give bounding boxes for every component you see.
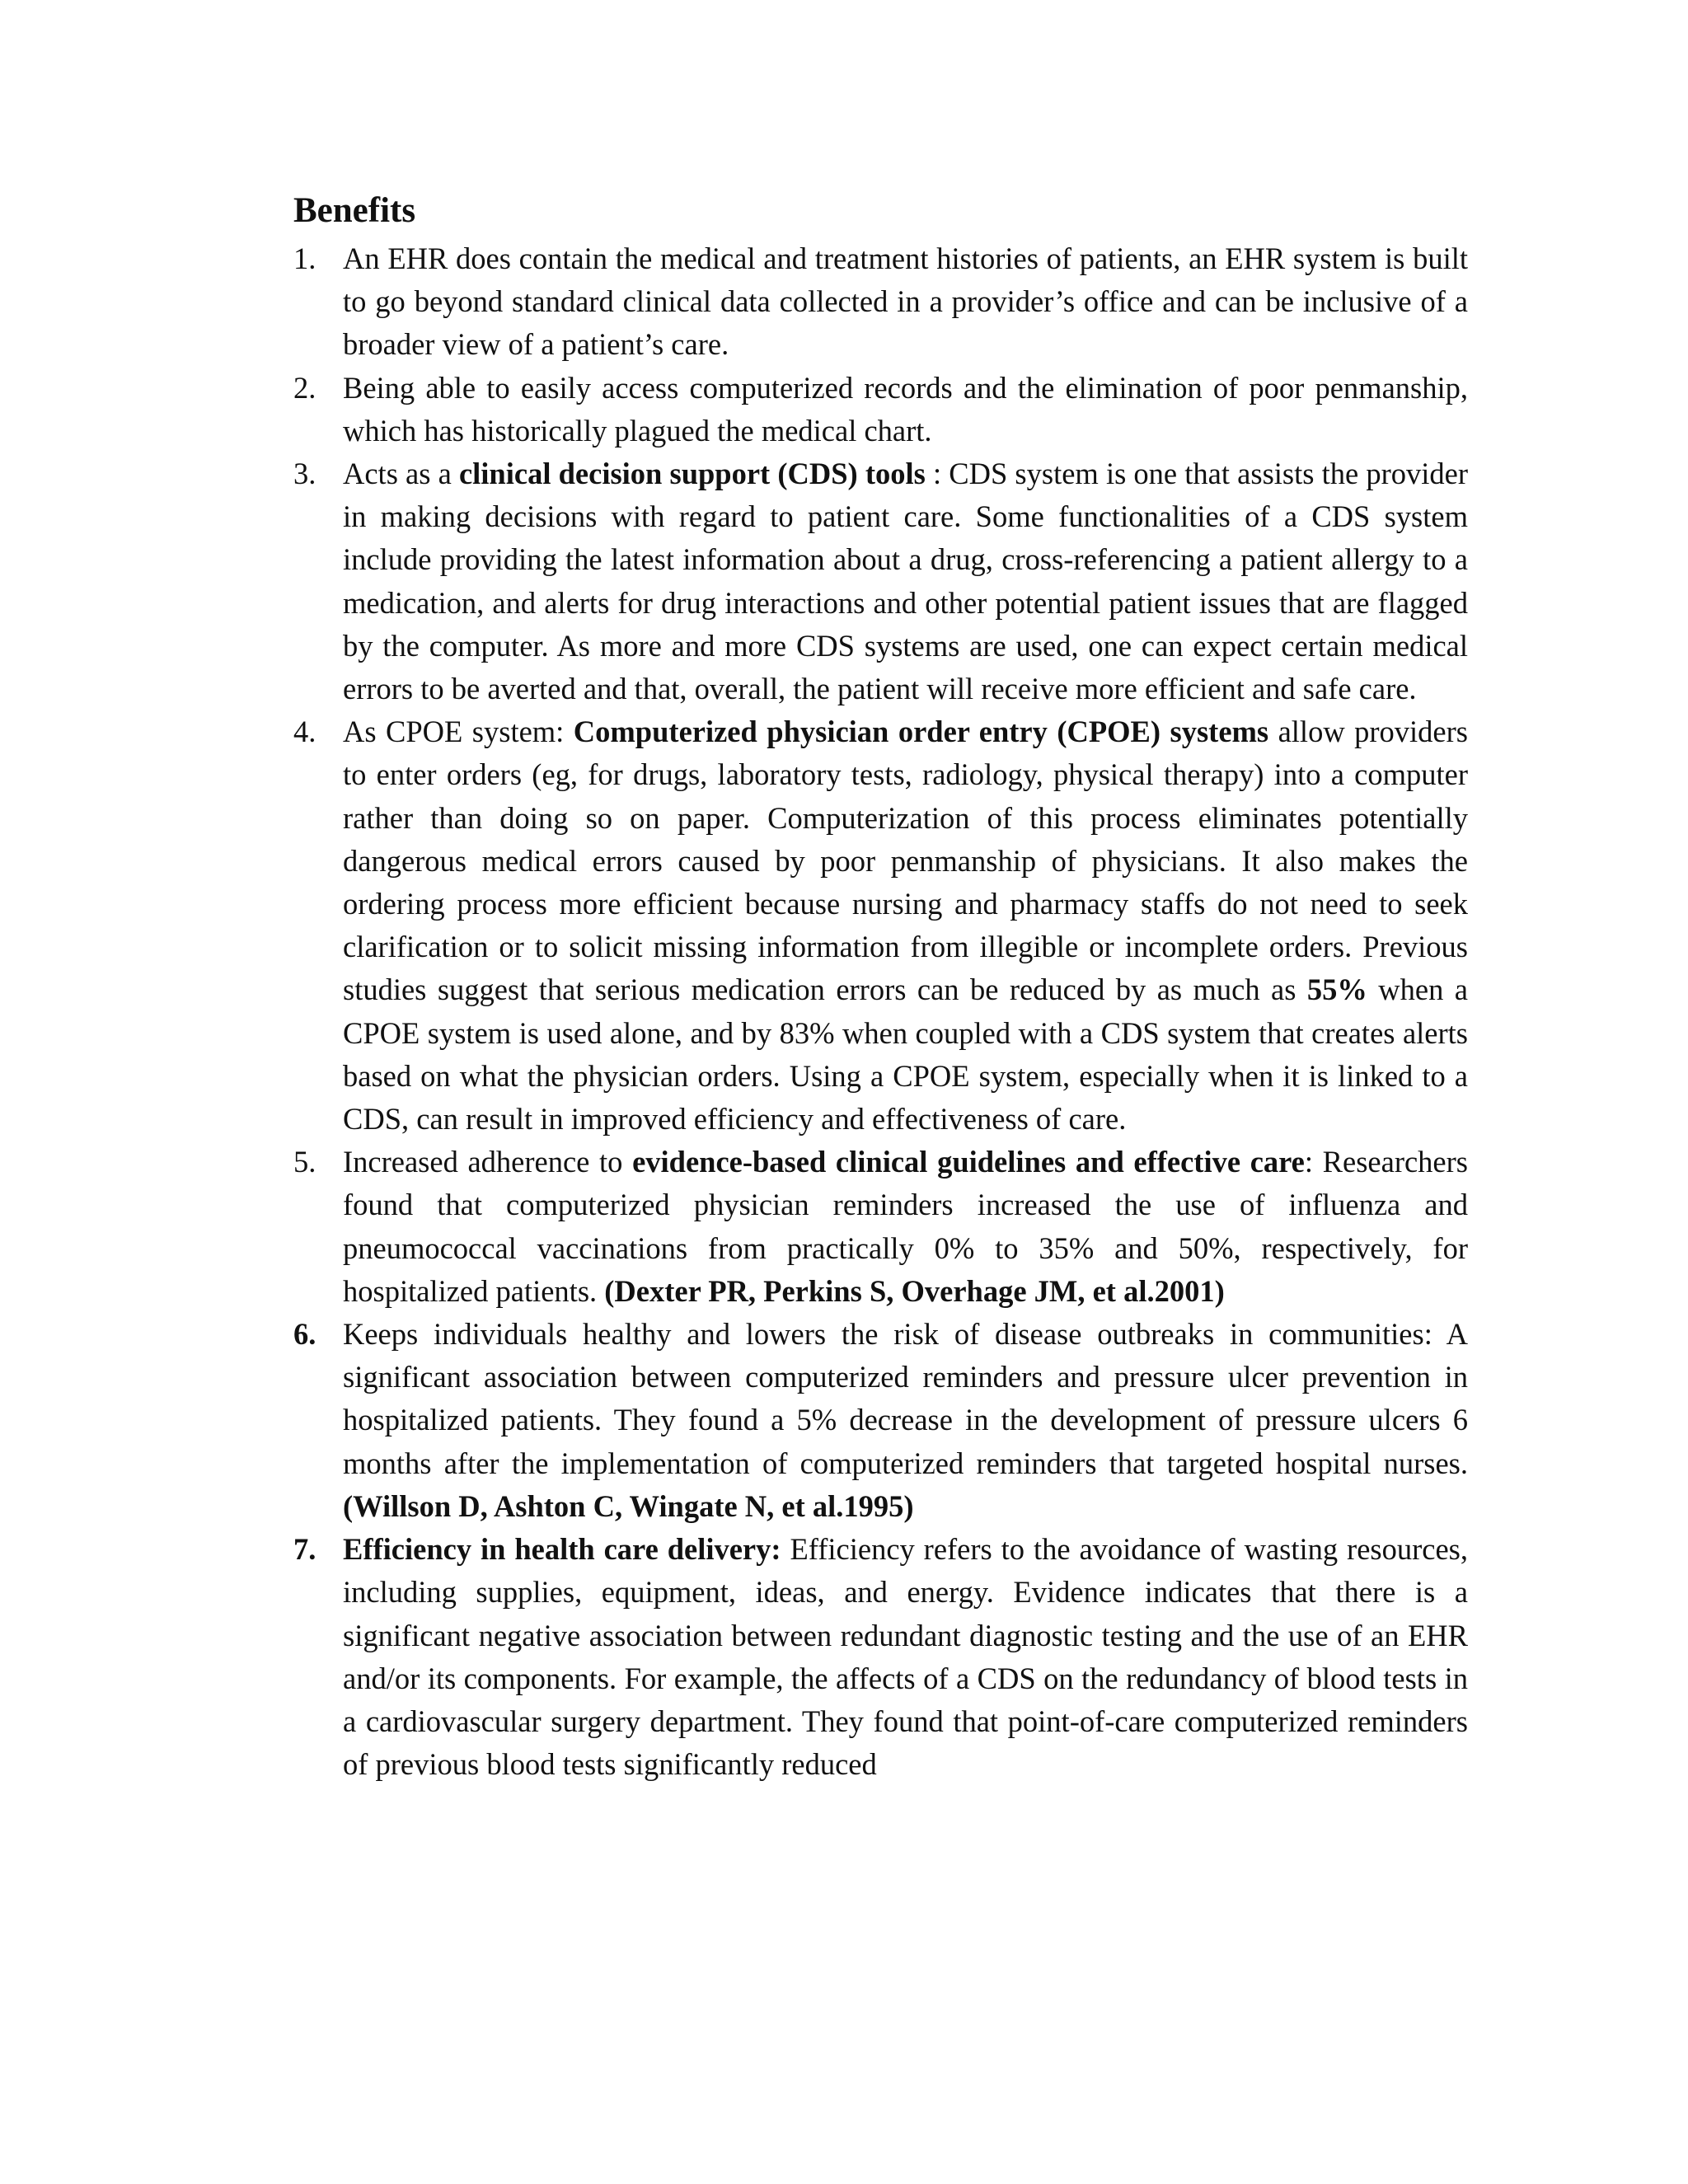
list-item <box>293 237 1468 367</box>
section-heading: Benefits <box>293 191 416 230</box>
list-item-text: Efficiency refers to the avoidance of wasting resources, including supplies, equipment, ideas, and energy. Evidence indicates that there is a significant negative association between redundant diagnostic testing and the use of an EHR and/or its components. For example, the affects of a CDS on the redundancy of blood tests in a cardiovascular surgery department. They found that point-of-care computerized reminders of previous blood tests significantly reduced <box>343 1532 1468 1782</box>
list-item-text: when a CPOE system is used alone, and by 83% when coupled with a CDS system that creates alerts based on what the physician orders. Using a CPOE system, especially when it is linked to a CDS, can result in improved efficiency and effectiveness of care. <box>343 972 1468 1137</box>
list-item-bold-term: Computerized physician order entry (CPOE) systems <box>573 715 1269 749</box>
list-item-number: 4. <box>293 715 316 749</box>
list-item-bold-figure: 55% <box>1306 972 1367 1007</box>
list-item-text: As CPOE system: <box>343 715 574 749</box>
list-item-bold-term: evidence-based clinical guidelines and effective care <box>632 1145 1305 1179</box>
benefits-list <box>293 237 1468 1786</box>
list-item-text: An EHR does contain the medical and treatment histories of patients, an EHR system is built to go beyond standard clinical data collected in a provider’s office and can be inclusive of a broader view of a patient’s care. <box>343 241 1468 362</box>
document-page <box>293 188 1468 1786</box>
list-item-number: 6. <box>293 1317 316 1352</box>
list-item-text: Increased adherence to <box>343 1145 633 1179</box>
list-item-text: Keeps individuals healthy and lowers the risk of disease outbreaks in communities: A significant association between computerized reminders and pressure ulcer prevention in hospitalized patients. They found a 5% decrease in the development of pressure ulcers 6 months after the implementation of computerized reminders that targeted hospital nurses. <box>343 1317 1468 1480</box>
list-item-bold-term: Efficiency in health care delivery: <box>343 1532 781 1567</box>
list-item-number: 7. <box>293 1532 316 1567</box>
list-item-text: : CDS system is one that assists the provider in making decisions with regard to patient care. Some functionalities of a CDS system include providing the latest information about a drug, cross-referencing a patient allergy to a medication, and alerts for drug interactions and other potential patient issues that are flagged by the computer. As more and more CDS systems are used, one can expect certain medical errors to be averted and that, overall, the patient will receive more efficient and safe care. <box>343 457 1468 706</box>
list-item <box>293 367 1468 452</box>
list-item-text: Acts as a <box>343 457 459 491</box>
list-item-citation: (Willson D, Ashton C, Wingate N, et al.1995) <box>343 1488 914 1523</box>
list-item <box>293 1141 1468 1313</box>
list-item <box>293 1313 1468 1528</box>
list-item-number: 3. <box>293 457 316 491</box>
list-item-number: 5. <box>293 1145 316 1179</box>
list-item <box>293 1528 1468 1786</box>
list-item-text: : Researchers found that computerized physician reminders increased the use of influenza and pneumococcal vaccinations from practically 0% to 35% and 50%, respectively, for hospitalized patients. <box>343 1145 1468 1308</box>
list-item <box>293 452 1468 710</box>
list-item-number: 1. <box>293 241 316 275</box>
list-item <box>293 710 1468 1141</box>
list-item-citation: (Dexter PR, Perkins S, Overhage JM, et al.2001) <box>604 1273 1225 1308</box>
list-item-bold-term: clinical decision support (CDS) tools <box>458 457 926 491</box>
list-item-text: allow providers to enter orders (eg, for drugs, laboratory tests, radiology, physical therapy) into a computer rather than doing so on paper. Computerization of this process eliminates potentially dangerous medical errors caused by poor penmanship of physicians. It also makes the ordering process more efficient because nursing and pharmacy staffs do not need to seek clarification or to solicit missing information from illegible or incomplete orders. Previous studies suggest that serious medication errors can be reduced by as much as <box>343 715 1468 1007</box>
list-item-text: Being able to easily access computerized records and the elimination of poor penmanship, which has historically plagued the medical chart. <box>343 370 1468 448</box>
list-item-number: 2. <box>293 370 316 405</box>
